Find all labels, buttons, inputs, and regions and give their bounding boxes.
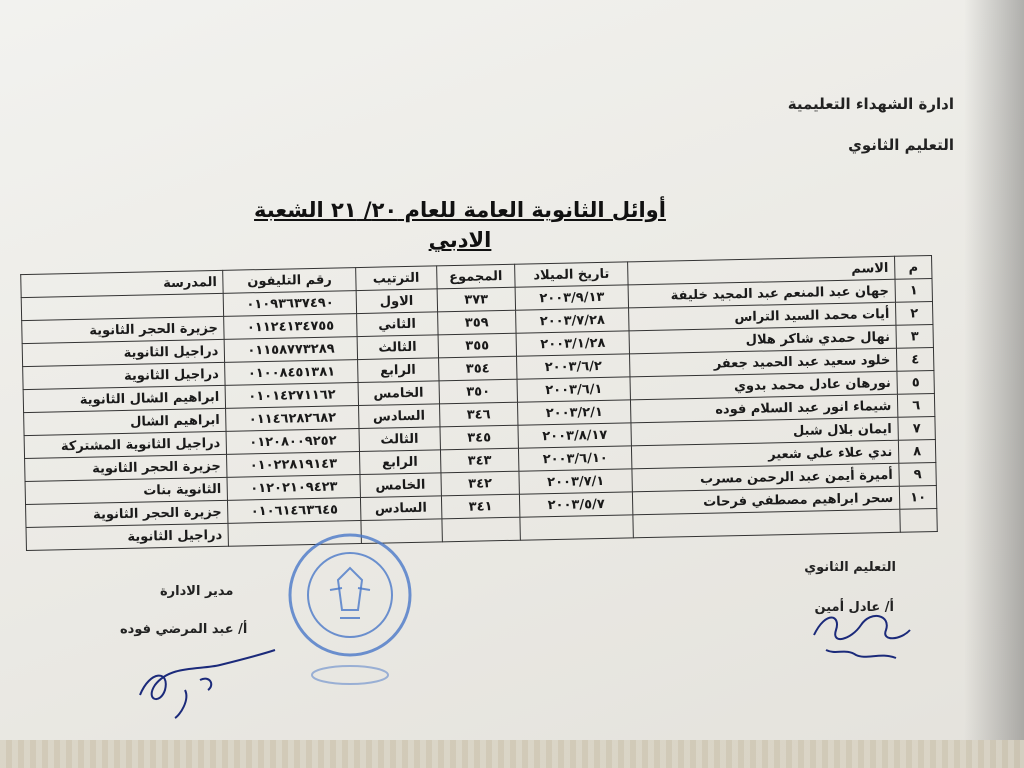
cell-phone: ٠١٢٠٢١٠٩٤٢٣ (227, 475, 360, 501)
table-body (21, 279, 937, 551)
cell-name: أميرة أيمن عبد الرحمن مسرب (632, 463, 900, 492)
cell-phone: ٠١١٥٨٧٧٣٢٨٩ (225, 337, 358, 363)
cell-name: نورهان عادل محمد بدوي (630, 371, 898, 400)
cell-phone: ٠١١٤٦٢٨٢٦٨٢ (226, 406, 359, 432)
header-birth: تاريخ الميلاد (515, 262, 628, 287)
document-title: أوائل الثانوية العامة للعام ٢٠/ ٢١ الشعبة الادبي (254, 198, 666, 252)
header-school: المدرسة (21, 270, 224, 297)
cell-school: جزيرة الحجر الثانوية (25, 454, 228, 481)
cell-index: ٥ (897, 370, 934, 394)
cell-name: نهال حمدي شاكر هلال (629, 325, 897, 354)
cell-birth: ٢٠٠٣/٨/١٧ (518, 423, 631, 448)
cell-total: ٣٧٣ (437, 287, 516, 312)
cell-birth: ٢٠٠٣/٦/٢ (517, 354, 630, 379)
cell-birth: ٢٠٠٣/١/٢٨ (516, 331, 629, 356)
cell-index: ٦ (898, 393, 935, 417)
cell-phone: ٠١٢٠٨٠٠٩٢٥٢ (227, 429, 360, 455)
cell-total: ٣٤٢ (441, 471, 520, 496)
cell-name: جهان عبد المنعم عبد المجيد خليفة (628, 279, 896, 308)
cell-school: دراجيل الثانوية (26, 523, 229, 550)
cell-birth (520, 515, 633, 540)
header-phone: رقم التليفون (223, 268, 356, 294)
cell-rank: الرابع (359, 450, 440, 475)
cell-rank: الثاني (356, 312, 437, 337)
cell-birth: ٢٠٠٣/٢/١ (518, 400, 631, 425)
right-signer-title: التعليم الثانوي (804, 560, 896, 575)
cell-name: ايمان بلال شبل (631, 417, 899, 446)
cell-birth: ٢٠٠٣/٥/٧ (520, 492, 633, 517)
cell-school: دراجيل الثانوية (22, 339, 225, 366)
cell-rank: السادس (360, 496, 441, 521)
cell-school: ابراهيم الشال الثانوية (23, 385, 226, 412)
cell-total: ٣٥٩ (437, 310, 516, 335)
cell-index: ٨ (899, 439, 936, 463)
cell-phone: ٠١٠٢٢٨١٩١٤٣ (227, 452, 360, 478)
header-name: الاسم (627, 256, 895, 285)
cell-name: سحر ابراهيم مصطفي فرحات (632, 486, 900, 515)
paper-shadow (964, 0, 1024, 768)
cell-rank: الثالث (359, 427, 440, 452)
cell-index: ٧ (898, 416, 935, 440)
cell-phone: ٠١١٢٤١٣٤٧٥٥ (224, 314, 357, 340)
cell-total: ٣٤٥ (440, 425, 519, 450)
cell-total: ٣٤٣ (440, 448, 519, 473)
cell-total: ٣٥٥ (438, 333, 517, 358)
official-stamp (280, 530, 420, 690)
cell-name: ندي علاء علي شعير (631, 440, 899, 469)
cell-school: جزيرة الحجر الثانوية (22, 316, 225, 343)
cell-rank: الاول (356, 289, 437, 314)
cell-name: أيات محمد السيد التراس (628, 302, 896, 331)
cell-total: ٣٥٠ (439, 379, 518, 404)
cell-phone: ٠١٠١٤٢٧١١٦٢ (226, 383, 359, 409)
cell-school: الثانوية بنات (25, 477, 228, 504)
cell-total: ٣٥٤ (438, 356, 517, 381)
cell-index: ٩ (899, 462, 936, 486)
cell-rank: الخامس (360, 473, 441, 498)
right-signer-name: أ/ عادل أمين (814, 600, 894, 615)
cell-name: شيماء انور عبد السلام فوده (630, 394, 898, 423)
organization-name: ادارة الشهداء التعليمية (787, 95, 954, 113)
cell-name: خلود سعيد عبد الحميد جعفر (629, 348, 897, 377)
cell-school: دراجيل الثانوية المشتركة (24, 431, 227, 458)
cell-index: ٢ (896, 302, 933, 326)
background-fabric (0, 740, 1024, 768)
cell-total: ٣٤٦ (439, 402, 518, 427)
cell-index: ١ (895, 279, 932, 303)
cell-index: ٤ (897, 347, 934, 371)
header-rank: الترتيب (355, 266, 436, 291)
department-name: التعليم الثانوي (848, 136, 954, 154)
cell-rank: الرابع (357, 358, 438, 383)
cell-rank: الثالث (357, 335, 438, 360)
cell-total (441, 517, 520, 542)
cell-total: ٣٤١ (441, 494, 520, 519)
header-index: م (895, 256, 932, 280)
cell-school: دراجيل الثانوية (23, 362, 226, 389)
cell-phone: ٠١٠٩٣٦٣٧٤٩٠ (224, 291, 357, 317)
cell-birth: ٢٠٠٣/٦/١٠ (519, 446, 632, 471)
cell-birth: ٢٠٠٣/٧/١ (519, 469, 632, 494)
left-signer-title: مدير الادارة (160, 584, 234, 599)
cell-school: جزيرة الحجر الثانوية (26, 500, 229, 527)
cell-index (900, 508, 937, 532)
cell-birth: ٢٠٠٣/٦/١ (517, 377, 630, 402)
cell-index: ٣ (896, 324, 933, 348)
left-signer-name: أ/ عبد المرضي فوده (120, 622, 248, 637)
cell-index: ١٠ (899, 485, 936, 509)
cell-birth: ٢٠٠٣/٩/١٣ (515, 285, 628, 310)
left-signature (130, 640, 280, 720)
cell-rank: الخامس (358, 381, 439, 406)
cell-phone: ٠١٠٦١٤٦٣٦٤٥ (228, 498, 361, 524)
cell-phone: ٠١٠٠٨٤٥١٣٨١ (225, 360, 358, 386)
results-table (20, 255, 938, 551)
cell-rank: السادس (358, 404, 439, 429)
cell-birth: ٢٠٠٣/٧/٢٨ (516, 308, 629, 333)
header-total: المجموع (436, 264, 515, 289)
cell-name (633, 509, 901, 538)
right-signature (806, 600, 916, 670)
cell-school: ابراهيم الشال (24, 408, 227, 435)
